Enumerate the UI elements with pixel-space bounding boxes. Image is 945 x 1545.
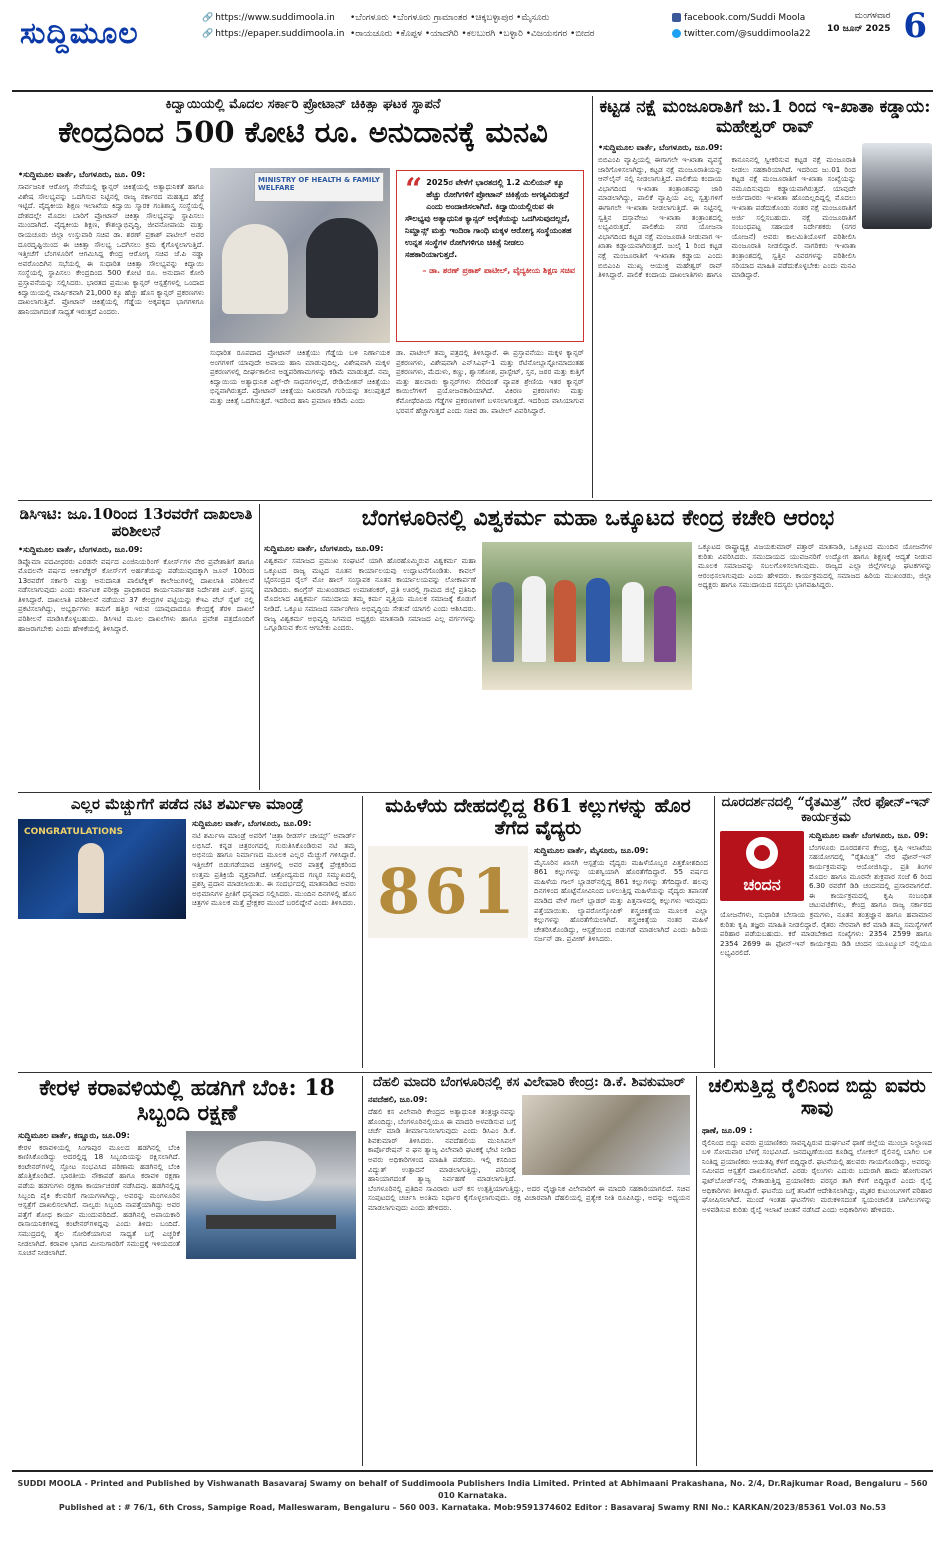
actor-body: ನಟಿ ಶರ್ಮಿಳಾ ಮಾಂಡ್ರೆ ಅವರಿಗೆ ‘ಚಿತ್ರಾ ರೀಡರ್ಸ್ ಚಾಯ್ಸ್’ ಅವಾರ್ಡ್ ಲಭಿಸಿದೆ. ಕನ್ನಡ ಚಿತ್ರರಂಗದಲ್ಲಿ ಗುರುತಿಸಿಕೊಂಡಿರುವ ನಟಿ ತಮ್ಮ ಅಭಿನಯ ಹಾಗೂ ನಿರ್ಮಾಣದ ಮೂಲಕ ಎಲ್ಲರ ಮೆಚ್ಚುಗೆ ಗಳಿಸಿದ್ದಾರೆ. ಇತ್ತೀಚೆಗೆ ಬಿಡುಗಡೆಯಾದ ಚಿತ್ರಗಳಲ್ಲಿ ಅವರ ಪಾತ್ರಕ್ಕೆ ಪ್ರೇಕ್ಷಕರಿಂದ ಉತ್ತಮ ಪ್ರತಿಕ್ರಿಯೆ ವ್ಯಕ್ತವಾಗಿದೆ. ಚಿತ್ರೋದ್ಯಮದ ಗಣ್ಯರ ಸಮ್ಮುಖದಲ್ಲಿ ಪ್ರಶಸ್ತಿ ಪ್ರದಾನ ಮಾಡಲಾಯಿತು. ಈ ಸಂದರ್ಭದಲ್ಲಿ ಮಾತನಾಡಿದ ಅವರು ಅಭಿಮಾನಿಗಳ ಪ್ರೀತಿಗೆ ಧನ್ಯವಾದ ಸಲ್ಲಿಸಿದರು. ಮುಂದಿನ ದಿನಗಳಲ್ಲಿ ಹೊಸ ಚಿತ್ರಗಳ ಮೂಲಕ ಮತ್ತೆ ಪ್ರೇಕ್ಷಕರ ಮುಂದೆ ಬರಲಿದ್ದೇನೆ ಎಂದು ತಿಳಿಸಿದರು. [192,831,356,908]
person-figure [522,576,546,662]
quote-mark-icon: “ [405,172,423,207]
person-figure [554,580,576,662]
kerala-body: ಕೇರಳ ಕರಾವಳಿಯಲ್ಲಿ ಸಿಂಗಾಪುರ ಮೂಲದ ಹಡಗಿನಲ್ಲಿ ಬೆಂಕಿ ಕಾಣಿಸಿಕೊಂಡಿದ್ದು ಅದರಲ್ಲಿದ್ದ 18 ಸಿಬ್ಬಂದಿಯನ್ನು ರಕ್ಷಿಸಲಾಗಿದೆ. ಕಂಟೇನರ್‌ಗಳಲ್ಲಿ ಸ್ಫೋಟ ಸಂಭವಿಸಿದ ಪರಿಣಾಮ ಹಡಗಿನಲ್ಲಿ ಬೆಂಕಿ ಹೊತ್ತಿಕೊಂಡಿದೆ. ಭಾರತೀಯ ನೌಕಾಪಡೆ ಹಾಗೂ ಕರಾವಳಿ ರಕ್ಷಣಾ ಪಡೆಯ ಹಡಗುಗಳು ರಕ್ಷಣಾ ಕಾರ್ಯಾಚರಣೆ ನಡೆಸಿದವು. ಹಡಗಿನಲ್ಲಿದ್ದ ಸಿಬ್ಬಂದಿ ಪೈಕಿ ಕೆಲವರಿಗೆ ಗಾಯಗಳಾಗಿದ್ದು, ಅವರನ್ನು ಮಂಗಳೂರಿನ ಆಸ್ಪತ್ರೆಗೆ ದಾಖಲಿಸಲಾಗಿದೆ. ನಾಲ್ವರು ಸಿಬ್ಬಂದಿ ನಾಪತ್ತೆಯಾಗಿದ್ದು ಅವರ ಪತ್ತೆಗೆ ಶೋಧ ಕಾರ್ಯ ಮುಂದುವರಿದಿದೆ. ಹಡಗಿನಲ್ಲಿ ಅಪಾಯಕಾರಿ ರಾಸಾಯನಿಕಗಳಿದ್ದ ಕಂಟೇನರ್‌ಗಳಿದ್ದವು ಎಂದು ತಿಳಿದು ಬಂದಿದೆ. ಸಮುದ್ರದಲ್ಲಿ ತೈಲ ಸೋರಿಕೆಯಾಗುವ ಸಾಧ್ಯತೆ ಬಗ್ಗೆ ಎಚ್ಚರಿಕೆ ನೀಡಲಾಗಿದೆ. ಕರಾವಳಿ ಭಾಗದ ಮೀನುಗಾರರಿಗೆ ಸಮುದ್ರಕ್ಕೆ ಇಳಿಯದಂತೆ ಸೂಚನೆ ನೀಡಲಾಗಿದೆ. [18,1142,180,1258]
kerala-story [18,1076,356,1466]
lead-body-3: ಡಾ. ಪಾಟೀಲ್ ತಮ್ಮ ಪತ್ರದಲ್ಲಿ ತಿಳಿಸಿದ್ದಾರೆ. ಈ ಪ್ರಸ್ತಾವನೆಯು ಮಕ್ಕಳ ಕ್ಯಾನ್ಸರ್ ಪ್ರಕರಣಗಳು, ವಿಶೇಷವಾಗಿ ಎನ್‌ಸಿಎಫ್-1 ಮತ್ತು ರೆಟಿನೋಬ್ಲಾಸ್ಟೋಮಾದಂತಹ ಪ್ರಕರಣಗಳು, ಮೆದುಳು, ಕಣ್ಣು, ಶ್ವಾಸಕೋಶ, ಪ್ರಾಸ್ಟೇಟ್, ಸ್ತನ, ಜಠರ ಮತ್ತು ಕುತ್ತಿಗೆ ಮತ್ತು ಹಲವಾರು ಕ್ಯಾನ್ಸರ್‌ಗಳು ಸೇರಿದಂತೆ ವ್ಯಾಪಕ ಶ್ರೇಣಿಯ ಇತರ ಕ್ಯಾನ್ಸರ್ ಕಾಯಿಲೆಗಳಿಗೆ ಪ್ರಯೋಜನಕಾರಿಯಾಗಿದೆ. ವಿಕಿರಣ ಪ್ರಕರಣಗಳು ಮತ್ತು ಕೆಮೋಥೆರಪಿಯ ಗೆಡ್ಡೆಗಳ ಪ್ರಕರಣಗಳಿಗೆ ಬಳಸಲಾಗುತ್ತದೆ. ಇದರಿಂದ ವಾಸಿಯಾಗುವ ಭರವಸೆ ಹೆಚ್ಚಾಗುತ್ತದೆ ಎಂದು ಸಚಿವ ಡಾ. ಪಾಟೀಲ್ ವಿವರಿಸಿದ್ದಾರೆ. [396,348,584,415]
masthead [12,4,933,92]
stones-story [368,796,708,1068]
pull-quote [396,170,584,342]
actor-byline: ಸುದ್ದಿಮೂಲ ವಾರ್ತೆ, ಬೆಂಗಳೂರು, ಜೂ.09: [192,819,312,829]
vertical-divider [592,96,593,498]
imprint-line-1: SUDDI MOOLA - Printed and Published by Vishwanath Basavaraj Swamy on behalf of Suddimoola Publishers India Limited. Printed at Abhimaani Prakashana, No. 2/4, Dr.Rajkumar Road, Bengaluru – 560 010 Karnataka. [17,1479,928,1500]
vertical-divider [362,796,363,1068]
edition-cities [350,10,595,42]
lead-column-2 [210,348,390,496]
person-figure [586,578,610,662]
stones-number: 861 [377,855,519,929]
ship-fire-photo [186,1131,356,1259]
dcet-story [18,506,254,790]
person-figure [654,586,676,662]
ekhata-byline: •ಸುದ್ದಿಮೂಲ ವಾರ್ತೆ, ಬೆಂಗಳೂರು, ಜೂ.09: [598,143,723,153]
vertical-divider [362,1076,363,1466]
vishwakarma-column-1 [264,540,476,790]
vishwakarma-body-2: ಒಕ್ಕೂಟದ ರಾಷ್ಟ್ರಾಧ್ಯಕ್ಷ ವಿಜಯಕುಮಾರ್ ಪತ್ತಾರ್ ಮಾತನಾಡಿ, ಒಕ್ಕೂಟದ ಮುಂದಿನ ಯೋಜನೆಗಳ ಕುರಿತು ವಿವರಿಸಿದರು. ಸಮುದಾಯದ ಯುವಜನರಿಗೆ ಉದ್ಯೋಗ ಹಾಗೂ ಶಿಕ್ಷಣಕ್ಕೆ ಆದ್ಯತೆ ನೀಡುವ ಮೂಲಕ ಸಮಾಜವನ್ನು ಸಬಲಗೊಳಿಸಲಾಗುವುದು. ರಾಜ್ಯದ ಎಲ್ಲಾ ಜಿಲ್ಲೆಗಳಲ್ಲೂ ಘಟಕಗಳನ್ನು ಆರಂಭಿಸಲಾಗುವುದು ಎಂದು ಹೇಳಿದರು. ಕಾರ್ಯಕ್ರಮದಲ್ಲಿ ಸಮಾಜದ ಹಿರಿಯ ಮುಖಂಡರು, ಜಿಲ್ಲಾ ಅಧ್ಯಕ್ಷರು ಹಾಗೂ ಸಮುದಾಯದ ಸದಸ್ಯರು ಭಾಗವಹಿಸಿದ್ದರು. [698,542,932,590]
horizontal-divider [18,500,932,501]
actor-headline: ಎಲ್ಲರ ಮೆಚ್ಚುಗೆಗೆ ಪಡೆದ ನಟಿ ಶರ್ಮಿಳಾ ಮಾಂಡ್ರೆ [70,796,304,813]
cities-line-1: •ಬೆಂಗಳೂರು •ಬೆಂಗಳೂರು ಗ್ರಾಮಾಂತರ •ಚಿಕ್ಕಬಳ್ಳಾಪುರ •ಮೈಸೂರು [350,13,550,23]
link-icon: 🔗 [202,29,214,39]
cities-line-2: •ರಾಯಚೂರು •ಕೊಪ್ಪಳ •ಯಾದಗಿರಿ •ಕಲಬುರಗಿ •ಬಳ್ಳಾರಿ •ವಿಜಯನಗರ •ಬೀದರ [350,29,595,39]
ekhata-story [598,98,932,498]
website-link[interactable]: https://www.suddimoola.in [215,13,335,23]
lead-headline: ಕೇಂದ್ರದಿಂದ 500 ಕೋಟಿ ರೂ. ಅನುದಾನಕ್ಕೆ ಮನವಿ [58,115,548,149]
stones-photo [368,846,528,938]
facebook-icon [672,13,681,22]
imprint-footer [12,1470,933,1514]
vishwakarma-headline: ಬೆಂಗಳೂರಿನಲ್ಲಿ ವಿಶ್ವಕರ್ಮ ಮಹಾ ಒಕ್ಕೂಟದ ಕೇಂದ್ರ ಕಚೇರಿ ಆರಂಭ [361,506,835,531]
actor-photo [18,819,186,919]
ekhata-body: ಬಿಬಿಎಂಪಿ ವ್ಯಾಪ್ತಿಯಲ್ಲಿ ಈಗಾಗಲೇ ಇ-ಖಾತಾ ವ್ಯವಸ್ಥೆ ಜಾರಿಗೊಳಿಸಲಾಗಿದ್ದು, ಕಟ್ಟಡ ನಕ್ಷೆ ಮಂಜೂರಾತಿಯನ್ನು ಆನ್‌ಲೈನ್ ನಲ್ಲಿ ನೀಡಲಾಗುತ್ತಿದೆ. ಪಾಲಿಕೆಯ ಕಂದಾಯ ವಿಭಾಗದಿಂದ ಇ-ಖಾತಾ ತಂತ್ರಾಂಶವನ್ನು ಜಾರಿ ಮಾಡಲಾಗಿದ್ದು, ಪಾಲಿಕೆ ವ್ಯಾಪ್ತಿಯ ಎಲ್ಲ ಸ್ವತ್ತುಗಳಿಗೆ ಈಗಾಗಲೇ ಇ-ಖಾತಾ ನೀಡಲಾಗುತ್ತಿದೆ. ಈ ನಿಟ್ಟಿನಲ್ಲಿ ಸ್ವತ್ತಿನ ದಸ್ತಾವೇಜು ಇ-ಖಾತಾ ತಂತ್ರಾಂಶದಲ್ಲಿ ಲಭ್ಯವಿರುತ್ತದೆ. ಪಾಲಿಕೆಯ ನಗರ ಯೋಜನಾ ವಿಭಾಗದಿಂದ ಕಟ್ಟಡ ನಕ್ಷೆ ಮಂಜೂರಾತಿ ನೀಡುವಾಗ ಇ-ಖಾತಾ ಕಡ್ಡಾಯವಾಗಿರುತ್ತದೆ. ಜುಲೈ 1 ರಿಂದ ಕಟ್ಟಡ ನಕ್ಷೆ ಮಂಜೂರಾತಿಗೆ ಇ-ಖಾತಾ ಕಡ್ಡಾಯ ಎಂದು ಬಿಬಿಎಂಪಿ ಮುಖ್ಯ ಆಯುಕ್ತ ಮಹೇಶ್ವರ್ ರಾವ್ ತಿಳಿಸಿದ್ದಾರೆ. ಪಾಲಿಕೆ ಕಂದಾಯ ದಾಖಲಾತಿಗಳು ಹಾಗೂ ಕಾನೂನಿನಲ್ಲಿ ಸ್ವೀಕರಿಸುವ ಕಟ್ಟಡ ನಕ್ಷೆ ಮಂಜೂರಾತಿ ನೀಡಲು ಸಹಕಾರಿಯಾಗಿದೆ. ಇದರಿಂದ ಜು.01 ರಿಂದ ಕಟ್ಟಡ ನಕ್ಷೆ ಮಂಜೂರಾತಿಗೆ ಇ-ಖಾತಾ ಸಂಖ್ಯೆಯನ್ನು ನಮೂದಿಸುವುದು ಕಡ್ಡಾಯವಾಗಿರುತ್ತದೆ. ಯಾವುದೇ ಅರ್ಜಿದಾರರು ಇ-ಖಾತಾ ಹೊಂದಿಲ್ಲದಿದ್ದಲ್ಲಿ ಮೊದಲು ಇ-ಖಾತಾ ಪಡೆದುಕೊಂಡು ನಂತರ ನಕ್ಷೆ ಮಂಜೂರಾತಿಗೆ ಅರ್ಜಿ ಸಲ್ಲಿಸಬಹುದು. ನಕ್ಷೆ ಮಂಜೂರಾತಿಗೆ ಸಂಬಂಧಪಟ್ಟ ಸಹಾಯಕ ನಿರ್ದೇಶಕರು (ನಗರ ಯೋಜನೆ) ಅವರು ಕಾಲಮಿತಿಯೊಳಗೆ ಪರಿಶೀಲಿಸಿ ಮಂಜೂರಾತಿ ನೀಡಲಿದ್ದಾರೆ. ನಾಗರಿಕರು ಇ-ಖಾತಾ ತಂತ್ರಾಂಶದಲ್ಲಿ ಸ್ವತ್ತಿನ ವಿವರಗಳನ್ನು ಪರಿಶೀಲಿಸಿ ಸರಿಯಾದ ಮಾಹಿತಿ ಪಡೆದುಕೊಳ್ಳಬೇಕು ಎಂದು ಮನವಿ ಮಾಡಿದ್ದಾರೆ. [598,155,856,280]
actor-story [18,796,356,1068]
official-portrait [862,143,932,229]
person-figure [622,582,644,662]
newspaper-logo: ಸುದ್ದಿಮೂಲ [20,16,139,51]
waste-headline: ದೆಹಲಿ ಮಾದರಿ ಬೆಂಗಳೂರಿನಲ್ಲಿ ಕಸ ವಿಲೇವಾರಿ ಕೇಂದ್ರ: ಡಿ.ಕೆ. ಶಿವಕುಮಾರ್ [373,1076,685,1090]
vishwakarma-body-1: ವಿಶ್ವಕರ್ಮ ಸಮಾಜದ ಪ್ರಮುಖ ಸಂಘಟನೆ ಯಾಗಿ ಹೊರಹೊಮ್ಮಿರುವ ವಿಶ್ವಕರ್ಮ ಮಹಾ ಒಕ್ಕೂಟದ ರಾಜ್ಯ ಮಟ್ಟದ ನೂತನ ಕಾರ್ಯಾಲಯವು ಉದ್ಘಾಟನೆಗೊಂಡಿತು. ಕಾವಲ್ ಭೈರಸಂದ್ರದ ರೈಲ್ ಮೋ ಹಾಲ್ ಸಂಸ್ಥಾಪಕ ನೂತನ ಕಾರ್ಯಾಲಯವನ್ನು ಲೋಕಾರ್ಪಣೆ ಮಾಡಿದರು. ಕಾಂಗ್ರೆಸ್ ಮುಖಂಡರಾದ ಉಮಾಶಂಕರ್, ಪ್ರತಿ ಊರಲ್ಲಿ ಗ್ರಾಮದ ಜಿಲ್ಲೆ ಪ್ರತಿನಿಧಿ ಮೊದಲಾದ ವಿಶ್ವಕರ್ಮ ಸಮುದಾಯ ತಮ್ಮ ಕರ್ಮ ವೃತ್ತಿಯ ಮೂಲಕ ಸಮಾಜಕ್ಕೆ ಕೊಡುಗೆ ನೀಡಿದೆ. ಒಕ್ಕೂಟ ಸಮಾಜದ ಸರ್ವಾಂಗೀಣ ಅಭಿವೃದ್ಧಿಯ ಸೇತುವೆ ಯಾಗಲಿ ಎಂದು ಆಶಿಸಿದರು. ರಾಜ್ಯ ವಿಶ್ವಕರ್ಮ ಅಭಿವೃದ್ಧಿ ನಿಗಮದ ಅಧ್ಯಕ್ಷರು ಮಾತನಾಡಿ ಸಮಾಜದ ಎಲ್ಲ ವರ್ಗಗಳನ್ನು ಒಗ್ಗೂಡಿಸುವ ಕೆಲಸ ಆಗಬೇಕು ಎಂದರು. [264,556,476,633]
facebook-link[interactable]: facebook.com/Suddi Moola [684,13,806,23]
issue-date [827,10,891,36]
train-story [702,1076,932,1466]
waste-body: ದೆಹಲಿ ಕಸ ವಿಲೇವಾರಿ ಕೇಂದ್ರದ ಅತ್ಯಾಧುನಿಕ ತಂತ್ರಜ್ಞಾನವನ್ನು ಹೊಂದಿದ್ದು, ಬೆಂಗಳೂರಿನಲ್ಲಿಯೂ ಈ ಮಾದರಿ ಅಳವಡಿಸುವ ಬಗ್ಗೆ ಚರ್ಚೆ ಮಾಡಿ ತೀರ್ಮಾನಿಸಲಾಗುವುದು ಎಂದು ಡಿಸಿಎಂ ಡಿ.ಕೆ. ಶಿವಕುಮಾರ್ ತಿಳಿಸಿದರು. ನವದೆಹಲಿಯ ಮುನಿಸಿಪಲ್ ಕಾರ್ಪೊರೇಷನ್ ನ ಘನ ತ್ಯಾಜ್ಯ ವಿಲೇವಾರಿ ಘಟಕಕ್ಕೆ ಭೇಟಿ ನೀಡಿದ ಅವರು ಅಧಿಕಾರಿಗಳಿಂದ ಮಾಹಿತಿ ಪಡೆದರು. ಇಲ್ಲಿ ಕಸದಿಂದ ವಿದ್ಯುತ್ ಉತ್ಪಾದನೆ ಮಾಡಲಾಗುತ್ತಿದ್ದು, ಪರಿಸರಕ್ಕೆ ಹಾನಿಯಾಗದಂತೆ ತ್ಯಾಜ್ಯ ನಿರ್ವಹಣೆ ಮಾಡಲಾಗುತ್ತಿದೆ. ಬೆಂಗಳೂರಿನಲ್ಲಿ ಪ್ರತಿದಿನ ಸಾವಿರಾರು ಟನ್ ಕಸ ಉತ್ಪತ್ತಿಯಾಗುತ್ತಿದ್ದು, ಅದರ ವೈಜ್ಞಾನಿಕ ವಿಲೇವಾರಿಗೆ ಈ ಮಾದರಿ ಸಹಕಾರಿಯಾಗಲಿದೆ. ಸಚಿವ ಸಂಪುಟದಲ್ಲಿ ಚರ್ಚಿಸಿ ಅಂತಿಮ ನಿರ್ಧಾರ ಕೈಗೊಳ್ಳಲಾಗುವುದು. ರಕ್ಷ ವಿಚಾರವಾಗಿ ದೆಹಲಿಯಲ್ಲಿ ಪ್ರತ್ಯೇಕ ನೀತಿ ರೂಪಿಸಿದ್ದು, ಅದನ್ನು ಅಧ್ಯಯನ ಮಾಡಲಾಗುವುದು ಎಂದು ಹೇಳಿದರು. [368,1106,690,1212]
train-byline: ಥಾಣೆ, ಜೂ.09 : [702,1125,753,1135]
person-figure [222,224,288,314]
horizontal-divider [18,792,932,793]
ekhata-headline: ಕಟ್ಟಡ ನಕ್ಷೆ ಮಂಜೂರಾತಿಗೆ ಜು.1 ರಿಂದ ಇ-ಖಾತಾ ಕಡ್ಡಾಯ: ಮಹೇಶ್ವರ್ ರಾವ್ [599,98,931,137]
lead-photo [210,168,390,343]
meeting-photo [522,1095,690,1175]
dd-body: ಬೆಂಗಳೂರು ದೂರದರ್ಶನ ಕೇಂದ್ರ, ಕೃಷಿ ಇಲಾಖೆಯ ಸಹಯೋಗದಲ್ಲಿ “ರೈತಮಿತ್ರ” ನೇರ ಫೋನ್-ಇನ್ ಕಾರ್ಯಕ್ರಮವನ್ನು ಆಯೋಜಿಸಿದ್ದು, ಪ್ರತಿ ತಿಂಗಳ ಮೊದಲ ಹಾಗೂ ಮೂರನೇ ಶುಕ್ರವಾರ ಸಂಜೆ 6 ರಿಂದ 6.30 ರವರೆಗೆ ಡಿಡಿ ಚಂದನದಲ್ಲಿ ಪ್ರಸಾರವಾಗಲಿದೆ. ಈ ಕಾರ್ಯಕ್ರಮದಲ್ಲಿ ಕೃಷಿ ಸಂಬಂಧಿತ ಚಟುವಟಿಕೆಗಳು, ಕೇಂದ್ರ ಹಾಗೂ ರಾಜ್ಯ ಸರ್ಕಾರದ ಯೋಜನೆಗಳು, ಸುಧಾರಿತ ಬೇಸಾಯ ಕ್ರಮಗಳು, ನೂತನ ತಂತ್ರಜ್ಞಾನ ಹಾಗೂ ಹವಾಮಾನ ಕುರಿತು ಕೃಷಿ ತಜ್ಞರು ಮಾಹಿತಿ ನೀಡಲಿದ್ದಾರೆ. ರೈತರು ನೇರವಾಗಿ ಕರೆ ಮಾಡಿ ತಮ್ಮ ಸಮಸ್ಯೆಗಳಿಗೆ ಪರಿಹಾರ ಪಡೆಯಬಹುದು. ಕರೆ ಮಾಡಬೇಕಾದ ಸಂಖ್ಯೆಗಳು: 2354 2599 ಹಾಗೂ 2354 2699 ಈ ಫೋನ್-ಇನ್ ಕಾರ್ಯಕ್ರಮ ಡಿಡಿ ಚಂದನ ಯೂಟ್ಯೂಬ್ ನಲ್ಲಿಯೂ ಲಭ್ಯವಿರಲಿದೆ. [720,842,932,958]
issue-day: ಮಂಗಳವಾರ [854,11,891,21]
person-figure [306,218,378,318]
vertical-divider [259,504,260,790]
train-body: ರೈಲಿನಿಂದ ಬಿದ್ದು ಐವರು ಪ್ರಯಾಣಿಕರು ಸಾವನ್ನಪ್ಪಿರುವ ದುರ್ಘಟನೆ ಥಾಣೆ ಜಿಲ್ಲೆಯ ಮುಂಬ್ರಾ ನಿಲ್ದಾಣದ ಬಳಿ ಸೋಮವಾರ ಬೆಳಗ್ಗೆ ಸಂಭವಿಸಿದೆ. ಜನದಟ್ಟಣೆಯಿಂದ ಕೂಡಿದ್ದ ಲೋಕಲ್ ರೈಲಿನಲ್ಲಿ ಬಾಗಿಲ ಬಳಿ ನಿಂತಿದ್ದ ಪ್ರಯಾಣಿಕರು ಆಯತಪ್ಪಿ ಕೆಳಗೆ ಬಿದ್ದಿದ್ದಾರೆ. ಘಟನೆಯಲ್ಲಿ ಹಲವರು ಗಾಯಗೊಂಡಿದ್ದು, ಅವರನ್ನು ಸಮೀಪದ ಆಸ್ಪತ್ರೆಗೆ ದಾಖಲಿಸಲಾಗಿದೆ. ಎರಡು ರೈಲುಗಳು ಎದುರು ಬದುರಾಗಿ ಹಾದು ಹೋಗುವಾಗ ಫುಟ್‌ಬೋರ್ಡ್‌ನಲ್ಲಿ ನೇತಾಡುತ್ತಿದ್ದ ಪ್ರಯಾಣಿಕರು ಪರಸ್ಪರ ತಾಗಿ ಕೆಳಗೆ ಬಿದ್ದಿದ್ದಾರೆ ಎಂದು ರೈಲ್ವೆ ಅಧಿಕಾರಿಗಳು ತಿಳಿಸಿದ್ದಾರೆ. ಘಟನೆಯ ಬಗ್ಗೆ ತನಿಖೆಗೆ ಆದೇಶಿಸಲಾಗಿದ್ದು, ಮೃತರ ಕುಟುಂಬಗಳಿಗೆ ಪರಿಹಾರ ಘೋಷಿಸಲಾಗಿದೆ. ಮುಂದೆ ಇಂತಹ ಘಟನೆಗಳು ಮರುಕಳಿಸದಂತೆ ಸ್ವಯಂಚಾಲಿತ ಬಾಗಿಲುಗಳನ್ನು ಅಳವಡಿಸುವ ಕುರಿತು ರೈಲ್ವೆ ಇಲಾಖೆ ಚಿಂತನೆ ನಡೆಸಿದೆ ಎಂದು ಅಧಿಕಾರಿಗಳು ಹೇಳಿದರು. [702,1137,932,1214]
twitter-icon [672,29,681,38]
lead-column-3 [396,348,584,496]
chandana-logo-text: ಚಂದನ [743,874,781,894]
website-links [202,10,344,42]
lead-kicker: ಕಿದ್ವಾಯಿಯಲ್ಲಿ ಮೊದಲ ಸರ್ಕಾರಿ ಪ್ರೋಟಾನ್ ಚಿಕಿತ್ಸಾ ಘಟಕ ಸ್ಥಾಪನೆ [165,97,441,112]
lead-column-1 [18,166,204,496]
vishwakarma-photo [482,542,692,690]
twitter-link[interactable]: twitter.com/@suddimoola22 [684,29,811,39]
congratulations-banner: CONGRATULATIONS [24,827,123,838]
quote-source: – ಡಾ. ಶರಣ್ ಪ್ರಕಾಶ್ ಪಾಟೀಲ್, ವೈದ್ಯಕೀಯ ಶಿಕ್ಷಣ ಸಚಿವ [422,266,575,275]
imprint-line-2: Published at : # 76/1, 6th Cross, Sampige Road, Malleswaram, Bengaluru – 560 003. Karnataka. Mob:9591374602 Editor : Basavaraj Swamy RNI No.: KARKAN/2023/85361 Vol.03 No.53 [58,1503,887,1512]
stones-headline: ಮಹಿಳೆಯ ದೇಹದಲ್ಲಿದ್ದ 861 ಕಲ್ಲುಗಳನ್ನು ಹೊರ ತೆಗೆದ ವೈದ್ಯರು [385,796,691,839]
dcet-byline: •ಸುದ್ದಿಮೂಲ ವಾರ್ತೆ, ಬೆಂಗಳೂರು, ಜೂ.09: [18,544,143,554]
horizontal-divider [18,1072,932,1073]
dd-story [720,796,932,1068]
quote-text: 2025ರ ವೇಳೆಗೆ ಭಾರತದಲ್ಲಿ 1.2 ಮಿಲಿಯನ್ ಕ್ಕೂ ಹೆಚ್ಚು ರೋಗಿಗಳಿಗೆ ಪ್ರೋಟಾನ್ ಚಿಕಿತ್ಸೆಯ ಅಗತ್ಯವಿರುತ್ತದೆ ಎಂದು ಅಂದಾಜಿಸಲಾಗಿದೆ. ಕಿದ್ವಾಯಿಯಲ್ಲಿರುವ ಈ ಸೌಲಭ್ಯವು ಅತ್ಯಾಧುನಿಕ ಕ್ಯಾನ್ಸರ್ ಆರೈಕೆಯನ್ನು ಒದಗಿಸುವುದಲ್ಲದೆ, ನಿಮ್ಹಾನ್ಸ್ ಮತ್ತು ಇಂದಿರಾ ಗಾಂಧಿ ಮಕ್ಕಳ ಆರೋಗ್ಯ ಸಂಸ್ಥೆಯಂತಹ ಉನ್ನತ ಸಂಸ್ಥೆಗಳ ರೋಗಿಗಳಿಗೂ ಚಿಕಿತ್ಸೆ ನೀಡಲು ಸಹಕಾರಿಯಾಗುತ್ತದೆ. [405,178,572,259]
stones-byline: ಸುದ್ದಿಮೂಲ ವಾರ್ತೆ, ಮೈಸೂರು, ಜೂ.09: [534,845,649,855]
lead-byline: •ಸುದ್ದಿಮೂಲ ವಾರ್ತೆ, ಬೆಂಗಳೂರು, ಜೂ. 09: [18,170,146,179]
ministry-banner: MINISTRY OF HEALTH & FAMILY WELFARE [254,172,384,202]
waste-story [368,1076,690,1466]
vishwakarma-column-2 [698,542,932,790]
issue-date-text: 10 ಜೂನ್ 2025 [827,24,891,34]
person-figure [78,843,104,913]
vertical-divider [696,1076,697,1466]
page-number: 6 [903,6,927,46]
dd-byline: ಸುದ್ದಿಮೂಲ ವಾರ್ತೆ ಬೆಂಗಳೂರು, ಜೂ. 09: [809,830,929,840]
person-figure [492,582,514,662]
chandana-logo [720,831,804,901]
epaper-link[interactable]: https://epaper.suddimoola.in [215,29,345,39]
vishwakarma-byline: ಸುದ್ದಿಮೂಲ ವಾರ್ತೆ, ಬೆಂಗಳೂರು, ಜೂ.09: [264,544,384,553]
dcet-headline: ಡಿಸಿಇಟಿ: ಜೂ.10ರಿಂದ 13ರವರೆಗೆ ದಾಖಲಾತಿ ಪರಿಶೀಲನೆ [19,506,253,541]
lead-body-1: ಸಾರ್ವಜನಿಕ ಆರೋಗ್ಯ ಸೇವೆಯಲ್ಲಿ ಕ್ಯಾನ್ಸರ್ ಚಿಕಿತ್ಸೆಯಲ್ಲಿ ಅತ್ಯಾಧುನಿಕತೆ ಹಾಗೂ ವಿಶೇಷ ಸೌಲಭ್ಯವನ್ನು ಒದಗಿಸುವ ನಿಟ್ಟಿನಲ್ಲಿ ರಾಜ್ಯ ಸರ್ಕಾರದ ಮಹತ್ವದ ಹೆಜ್ಜೆ ಇಟ್ಟಿದೆ. ವೈದ್ಯಕೀಯ ಶಿಕ್ಷಣ ಇಲಾಖೆಯ ಕಿದ್ವಾಯಿ ಸ್ಮಾರಕ ಗಂತಿಶಾಸ್ತ್ರ ಸಂಸ್ಥೆಯಲ್ಲಿ ದೇಶದಲ್ಲೇ ಮೊದಲ ಬಾರಿಗೆ ಪ್ರೋಟಾನ್ ಚಿಕಿತ್ಸಾ ಸೌಲಭ್ಯವನ್ನು ಸ್ಥಾಪಿಸಲು ಮುಂದಾಗಿದೆ. ವೈದ್ಯಕೀಯ ಶಿಕ್ಷಣ, ಕೌಶಲ್ಯಾಭಿವೃದ್ಧಿ, ಜೀವನೋಪಾಯ ಮತ್ತು ರಾಯಚೂರು ಜಿಲ್ಲಾ ಉಸ್ತುವಾರಿ ಸಚಿವ ಡಾ. ಶರಣ್ ಪ್ರಕಾಶ್ ಪಾಟೀಲ್ ಅವರ ದೂರದೃಷ್ಟಿಯಿಂದ ಈ ಚಿಕಿತ್ಸಾ ಸೌಲಭ್ಯ ಒದಗಿಸಲು ಕ್ರಮ ಕೈಗೊಳ್ಳಲಾಗುತ್ತಿದೆ. ಇತ್ತೀಚೆಗೆ ಬೆಂಗಳೂರಿಗೆ ಆಗಮಿಸಿದ್ದ ಕೇಂದ್ರ ಆರೋಗ್ಯ ಸಚಿವ ಜೆ.ಪಿ ನಡ್ಡಾ ಅವರೊಂದಿಗಿನ ಸಭೆಯಲ್ಲಿ ಈ ಸುಧಾರಿತ ಚಿಕಿತ್ಸಾ ಸೌಲಭ್ಯವನ್ನು ಕಿದ್ವಾಯಿ ಸಂಸ್ಥೆಯಲ್ಲಿ ಸ್ಥಾಪಿಸಲು ಕೇಂದ್ರದಿಂದ 500 ಕೋಟಿ ರೂ. ಅನುದಾನ ಕೋರಿ ಪ್ರಸ್ತಾವನೆಯನ್ನು ಸಲ್ಲಿಸಿದರು. ಭಾರತದ ಪ್ರಮುಖ ಕ್ಯಾನ್ಸರ್ ಆಸ್ಪತ್ರೆಗಳಲ್ಲಿ ಒಂದಾದ ಕಿದ್ವಾಯಿಯಲ್ಲಿ ವಾರ್ಷಿಕವಾಗಿ 21,000 ಕ್ಕೂ ಹೆಚ್ಚು ಹೊಸ ಕ್ಯಾನ್ಸರ್ ಪ್ರಕರಣಗಳು ದಾಖಲಾಗುತ್ತಿವೆ. ಪ್ರೋಟಾನ್ ಚಿಕಿತ್ಸೆಯಲ್ಲಿ ಗೆಡ್ಡೆಯ ಅಕ್ಕಪಕ್ಕದ ಭಾಗಗಳಿಗೂ ಹಾನಿಯಾಗದಂತೆ ಸಾಧ್ಯತೆ ಇರುತ್ತದೆ ಎಂದರು. [18,182,204,316]
kerala-byline: ಸುದ್ದಿಮೂಲ ವಾರ್ತೆ, ಕಣ್ಣೂರು, ಜೂ.09: [18,1130,130,1140]
stones-body: ಮೈಸೂರಿನ ಖಾಸಗಿ ಆಸ್ಪತ್ರೆಯ ವೈದ್ಯರು ಮಹಿಳೆಯೊಬ್ಬರ ಪಿತ್ತಕೋಶದಿಂದ 861 ಕಲ್ಲುಗಳನ್ನು ಯಶಸ್ವಿಯಾಗಿ ಹೊರತೆಗೆದಿದ್ದಾರೆ. 55 ವರ್ಷದ ಮಹಿಳೆಯ ಗಾಲ್ ಬ್ಲಾಡರ್‌ನಲ್ಲಿದ್ದ 861 ಕಲ್ಲುಗಳನ್ನು ತೆಗೆದಿದ್ದಾರೆ. ಹಲವು ದಿನಗಳಿಂದ ಹೊಟ್ಟೆನೋವಿನಿಂದ ಬಳಲುತ್ತಿದ್ದ ಮಹಿಳೆಯನ್ನು ವೈದ್ಯರು ತಪಾಸಣೆ ಮಾಡಿದ ವೇಳೆ ಗಾಲ್ ಬ್ಲಾಡರ್ ಮತ್ತು ಪಿತ್ತನಾಳದಲ್ಲಿ ಕಲ್ಲುಗಳು ಇರುವುದು ಪತ್ತೆಯಾಯಿತು. ಲ್ಯಾಪರೋಸ್ಕೋಪಿಕ್ ಶಸ್ತ್ರಚಿಕಿತ್ಸೆಯ ಮೂಲಕ ಎಲ್ಲಾ ಕಲ್ಲುಗಳನ್ನು ಹೊರತೆಗೆಯಲಾಗಿದೆ. ಶಸ್ತ್ರಚಿಕಿತ್ಸೆಯ ನಂತರ ಮಹಿಳೆ ಚೇತರಿಸಿಕೊಂಡಿದ್ದು, ಆಸ್ಪತ್ರೆಯಿಂದ ಬಿಡುಗಡೆ ಮಾಡಲಾಗಿದೆ ಎಂದು ಹಿರಿಯ ಸರ್ಜನ್ ಡಾ. ಪ್ರವೀಣ್ ತಿಳಿಸಿದರು. [534,857,708,944]
lead-body-2: ಸುಧಾರಿತ ರೂಪದಾದ ಪ್ರೋಟಾನ್ ಚಿಕಿತ್ಸೆಯು ಗೆಡ್ಡೆಯ ಬಳಿ ನಿರ್ಣಾಯಕ ಅಂಗಗಳಿಗೆ ಯಾವುದೇ ಅಪಾಯ ಹಾನಿ ಮಾಡುವುದಿಲ್ಲ. ವಿಶೇಷವಾಗಿ ಮಕ್ಕಳ ಪ್ರಕರಣಗಳಲ್ಲಿ ದೀರ್ಘಕಾಲೀನ ಅಡ್ಡಪರಿಣಾಮಗಳನ್ನು ಕಡಿಮೆ ಮಾಡುತ್ತದೆ. ನಮ್ಮ ಕಿದ್ವಾಯಿಯ ಅತ್ಯಾಧುನಿಕ ಎಕ್ಸ್-ರೇ ಸಾಧನಗಳಲ್ಲದೆ, ರೇಡಿಯೇಶನ್ ಚಿಕಿತ್ಸೆಯು ಭಿನ್ನವಾಗಿರುತ್ತದೆ. ಪ್ರೋಟಾನ್ ಚಿಕಿತ್ಸೆಯು ನಿಖರವಾಗಿ ಗುರಿಯನ್ನು ತಲುಪುತ್ತದೆ ಮತ್ತು ಚಿಕಿತ್ಸೆ ಒದಗಿಸುತ್ತದೆ. ಇದರಿಂದ ಹಾನಿ ಪ್ರಮಾಣ ಕಡಿಮೆ ಎಂದು [210,348,390,405]
dd-headline: ದೂರದರ್ಶನದಲ್ಲಿ “ರೈತಮಿತ್ರ” ನೇರ ಫೋನ್-ಇನ್ ಕಾರ್ಯಕ್ರಮ [721,796,931,825]
dcet-body: ಡಿಪ್ಲೊಮಾ ಪದವೀಧರರು ಎರಡನೇ ವರ್ಷದ ಎಂಜಿನಿಯರಿಂಗ್ ಕೋರ್ಸ್‌ಗಳ ನೇರ ಪ್ರವೇಶಾತಿಗೆ ಹಾಗೂ ಮೊದಲನೇ ವರ್ಷದ ಆರ್ಕಿಟೆಕ್ಚರ್ ಕೋರ್ಸ್‌ಗೆ ಅರ್ಹತೆಯನ್ನು ಪಡೆಯುವುದಕ್ಕಾಗಿ ಜೂನ್ 10ರಿಂದ 13ರವರೆಗೆ ಸರ್ಕಾರಿ ಮತ್ತು ಅನುದಾನಿತ ಪಾಲಿಟೆಕ್ನಿಕ್ ಕಾಲೇಜುಗಳಲ್ಲಿ ದಾಖಲಾತಿ ಪರಿಶೀಲನೆ ನಡೆಸಲಾಗುವುದು ಎಂದು ಕರ್ನಾಟಕ ಪರೀಕ್ಷಾ ಪ್ರಾಧಿಕಾರದ ಕಾರ್ಯನಿರ್ವಾಹಕ ನಿರ್ದೇಶಕ ಎಚ್. ಪ್ರಸನ್ನ ತಿಳಿಸಿದ್ದಾರೆ. ದಾಖಲಾತಿ ಪರಿಶೀಲನೆ ನಡೆಯುವ 37 ಕೇಂದ್ರಗಳ ಪಟ್ಟಿಯನ್ನು ಕೆಇಎ ವೆಬ್ ಸೈಟ್ ನಲ್ಲಿ ಪ್ರಕಟಿಸಲಾಗಿದ್ದು, ಅಭ್ಯರ್ಥಿಗಳು ತಮಗೆ ಹತ್ತಿರ ಇರುವ ಯಾವುದಾದರೂ ಕೇಂದ್ರಕ್ಕೆ ತೆರಳಿ ದಾಖಲೆ ಪರಿಶೀಲನೆ ಮಾಡಿಸಿಕೊಳ್ಳಬಹುದು. ಡಿಸಿಇಟಿ ಮೂಲ ದಾಖಲೆಗಳು ಹಾಗೂ ಪ್ರವೇಶ ಪತ್ರದೊಂದಿಗೆ ಹಾಜರಾಗಬೇಕು ಎಂದು ಹೇಳಿಕೆಯಲ್ಲಿ ತಿಳಿಸಿದ್ದಾರೆ. [18,556,254,633]
waste-byline: ನವದೆಹಲಿ, ಜೂ.09: [368,1094,428,1104]
kerala-headline: ಕೇರಳ ಕರಾವಳಿಯಲ್ಲಿ ಹಡಗಿಗೆ ಬೆಂಕಿ: 18 ಸಿಬ್ಬಂದಿ ರಕ್ಷಣೆ [39,1076,335,1127]
vertical-divider [714,796,715,1068]
link-icon: 🔗 [202,13,214,23]
social-links [672,10,811,42]
train-headline: ಚಲಿಸುತ್ತಿದ್ದ ರೈಲಿನಿಂದ ಬಿದ್ದು ಐವರು ಸಾವು [708,1076,926,1119]
